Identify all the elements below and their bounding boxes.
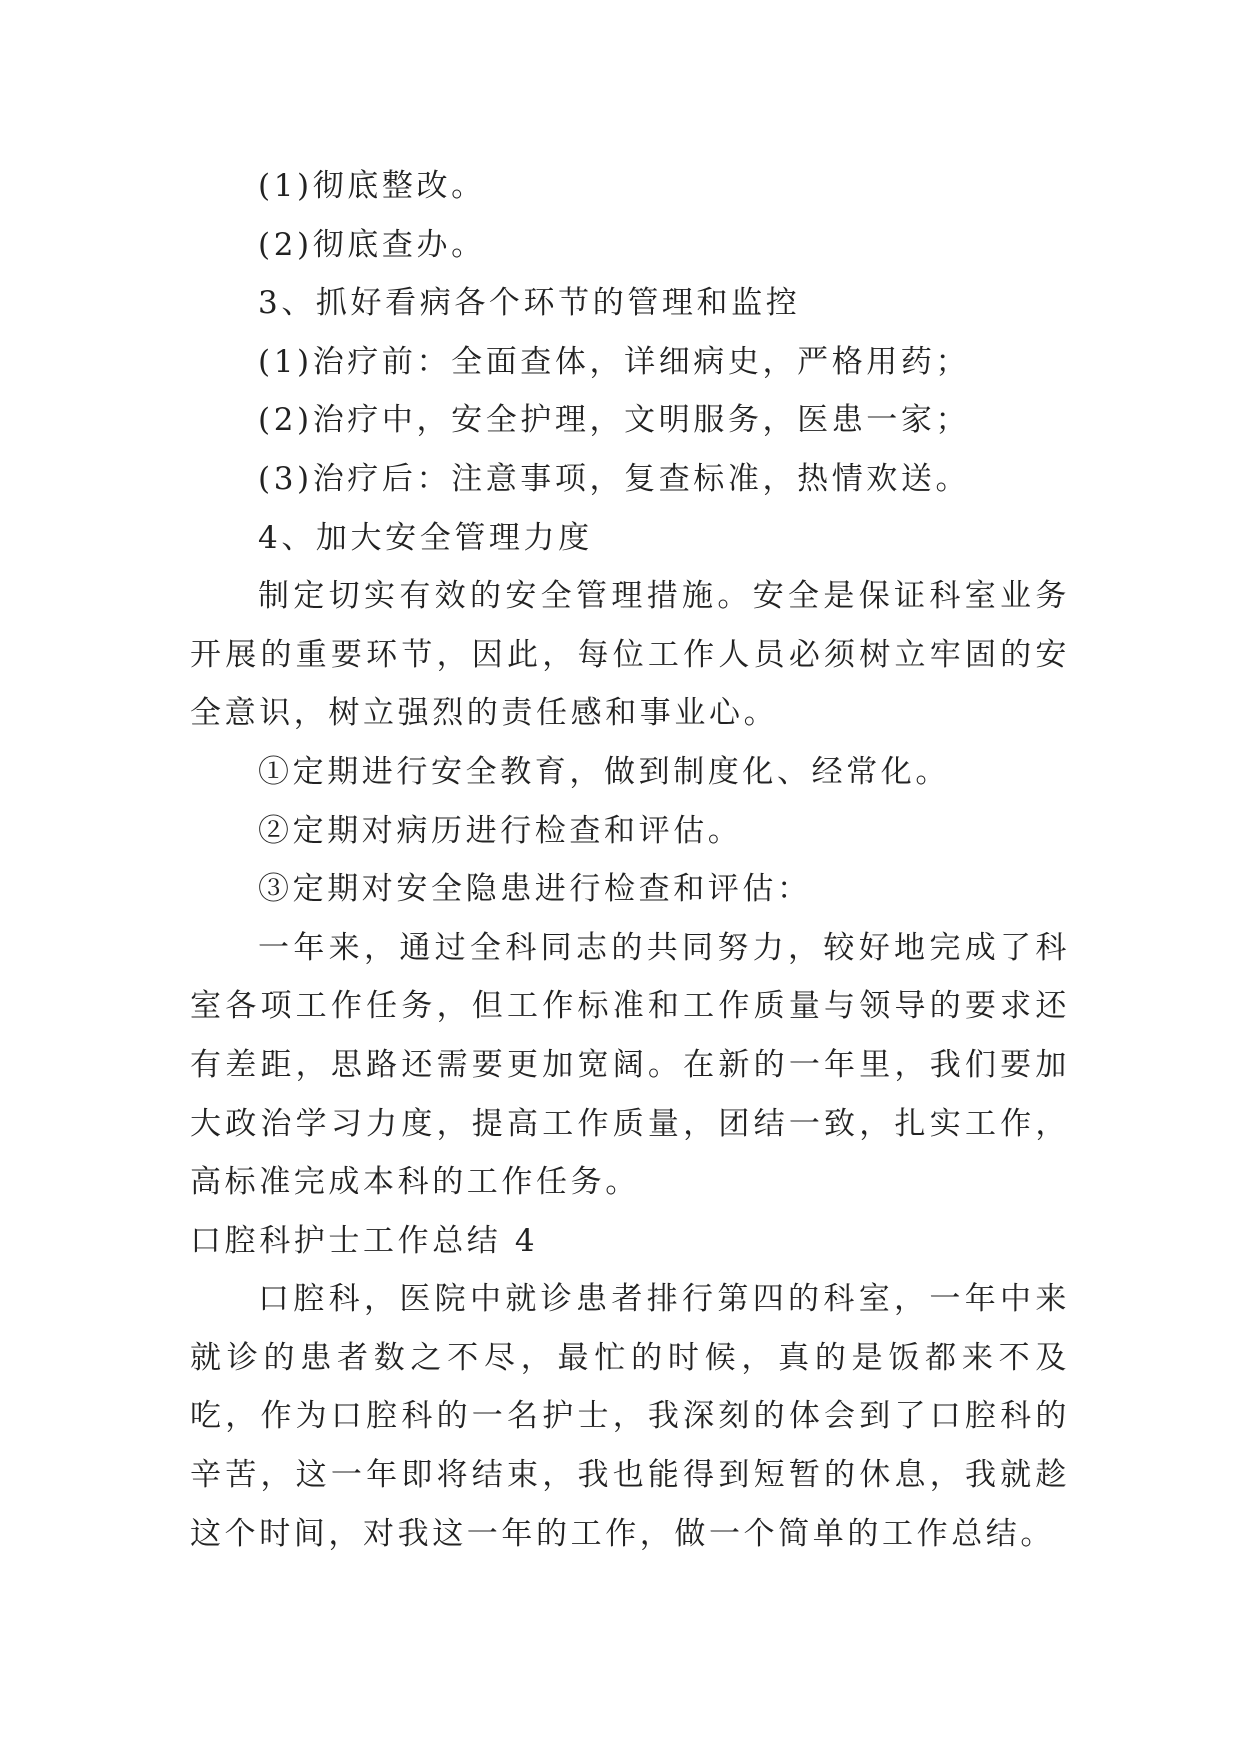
document-body bbox=[190, 157, 1070, 1563]
list-item: ②定期对病历进行检查和评估。 bbox=[258, 812, 743, 849]
section-subheading: 4、加大安全管理力度 bbox=[258, 519, 593, 556]
section-title: 口腔科护士工作总结 4 bbox=[190, 1222, 539, 1259]
body-paragraph: 制定切实有效的安全管理措施。安全是保证科室业务开展的重要环节，因此，每位工作人员必须树立牢固的安全意识，树立强烈的责任感和事业心。 bbox=[190, 578, 1070, 732]
body-paragraph: 口腔科，医院中就诊患者排行第四的科室，一年中来就诊的患者数之不尽，最忙的时候，真的是饭都来不及吃，作为口腔科的一名护士，我深刻的体会到了口腔科的辛苦，这一年即将结束，我也能得到短暂的休息，我就趁这个时间，对我这一年的工作，做一个简单的工作总结。 bbox=[190, 1281, 1070, 1552]
body-paragraph: 一年来，通过全科同志的共同努力，较好地完成了科室各项工作任务，但工作标准和工作质量与领导的要求还有差距，思路还需要更加宽阔。在新的一年里，我们要加大政治学习力度，提高工作质量，团结一致，扎实工作，高标准完成本科的工作任务。 bbox=[190, 929, 1070, 1201]
list-item: (2)彻底查办。 bbox=[258, 226, 486, 263]
list-item: (3)治疗后：注意事项，复查标准，热情欢送。 bbox=[258, 460, 971, 497]
list-item: ①定期进行安全教育，做到制度化、经常化。 bbox=[258, 753, 950, 790]
list-item: (1)治疗前：全面查体，详细病史，严格用药； bbox=[258, 343, 971, 380]
list-item: ③定期对安全隐患进行检查和评估： bbox=[258, 871, 812, 908]
list-item: (2)治疗中，安全护理，文明服务，医患一家； bbox=[258, 402, 971, 439]
section-subheading: 3、抓好看病各个环节的管理和监控 bbox=[258, 285, 801, 322]
list-item: (1)彻底整改。 bbox=[258, 168, 486, 204]
